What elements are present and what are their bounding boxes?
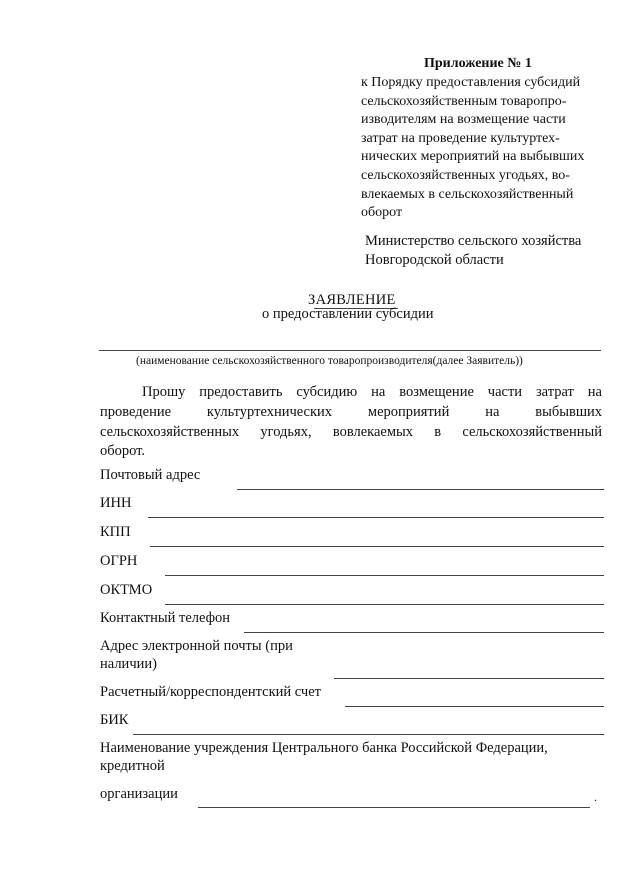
- ogrn-label: ОГРН: [100, 553, 138, 569]
- document-title: ЗАЯВЛЕНИЕ: [308, 292, 396, 308]
- inn-field[interactable]: [148, 517, 604, 518]
- appendix-line: затрат на проведение культуртех-: [361, 130, 560, 146]
- bik-label: БИК: [100, 712, 129, 728]
- appendix-line: нических мероприятий на выбывших: [361, 149, 585, 165]
- addressee-line: Новгородской области: [365, 252, 504, 268]
- addressee-line: Министерство сельского хозяйства: [365, 233, 582, 249]
- email-label-line2: наличии): [100, 656, 157, 672]
- organization-label: организации: [100, 786, 178, 802]
- request-paragraph: [100, 383, 602, 462]
- request-line: сельскохозяйственных угодьях, вовлекаемых в сельскохозяйственный: [100, 423, 602, 440]
- request-line: Прошу предоставить субсидию на возмещение части затрат на: [142, 384, 602, 400]
- appendix-line: сельскохозяйственных угодьях, во-: [361, 167, 570, 183]
- request-line: проведение культуртехнических мероприятий на выбывших: [100, 403, 602, 420]
- document-subtitle: о предоставлении субсидии: [262, 306, 434, 322]
- postal-address-label: Почтовый адрес: [100, 467, 201, 483]
- inn-label: ИНН: [100, 495, 132, 511]
- appendix-line: оборот: [361, 205, 403, 221]
- applicant-caption: (наименование сельскохозяйственного товаропроизводителя(далее Заявитель)): [136, 355, 523, 367]
- appendix-line: к Порядку предоставления субсидий: [361, 75, 581, 90]
- request-line: оборот.: [100, 443, 146, 460]
- ogrn-field[interactable]: [165, 575, 604, 576]
- oktmo-label: ОКТМО: [100, 582, 153, 598]
- appendix-line: сельскохозяйственным товаропро-: [361, 93, 567, 109]
- email-label-line1: Адрес электронной почты (при: [100, 638, 293, 654]
- bank-label-line1: Наименование учреждения Центрального банка Российской Федерации,: [100, 740, 548, 756]
- appendix-line: влекаемых в сельскохозяйственный: [361, 186, 574, 202]
- bik-field[interactable]: [133, 734, 604, 735]
- addressee: [365, 232, 581, 270]
- appendix-line: изводителям на возмещение части: [361, 112, 566, 128]
- phone-field[interactable]: [244, 632, 604, 633]
- kpp-field[interactable]: [150, 546, 604, 547]
- bank-organization-field[interactable]: [198, 807, 590, 808]
- account-field[interactable]: [345, 706, 604, 707]
- appendix-reference: [361, 74, 584, 223]
- end-mark: .: [594, 790, 597, 804]
- postal-address-field[interactable]: [237, 489, 604, 490]
- kpp-label: КПП: [100, 524, 131, 540]
- bank-label-line2: кредитной: [100, 758, 165, 774]
- appendix-title: Приложение № 1: [424, 56, 532, 71]
- oktmo-field[interactable]: [165, 604, 604, 605]
- phone-label: Контактный телефон: [100, 610, 231, 626]
- applicant-name-line[interactable]: [99, 350, 601, 351]
- email-field[interactable]: [334, 678, 604, 679]
- account-label: Расчетный/корреспондентский счет: [100, 684, 321, 700]
